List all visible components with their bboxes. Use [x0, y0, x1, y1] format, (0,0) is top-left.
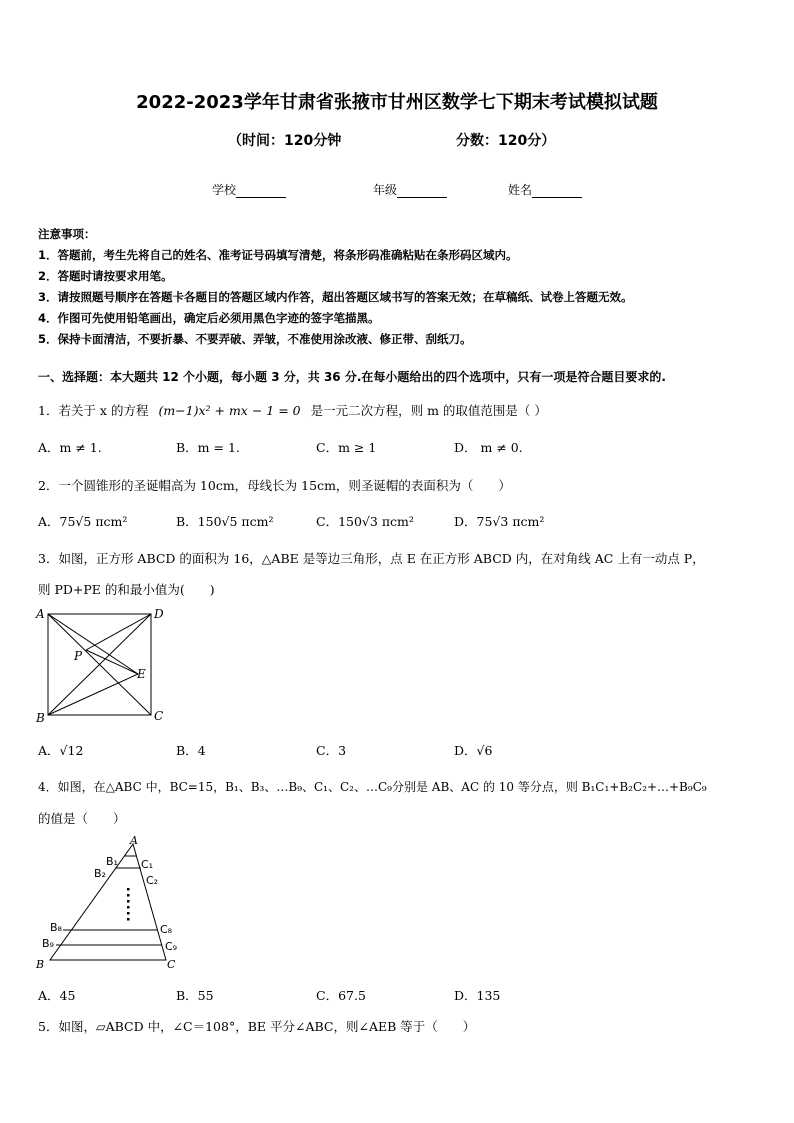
label-c8: C₈ [160, 923, 173, 936]
grade-field[interactable] [373, 181, 447, 198]
label-b: B [36, 958, 45, 971]
exam-score: 分数：120分） [456, 133, 556, 149]
q4-option-b[interactable]: B．55 [176, 988, 214, 1003]
label-e: E [137, 667, 146, 681]
q3-option-a[interactable]: A．√12 [38, 743, 84, 758]
label-a: A [36, 607, 45, 621]
label-c: C [167, 958, 176, 971]
notes-heading: 注意事项： [38, 227, 96, 241]
segment-ae [48, 614, 138, 674]
note-item: 3．请按照题号顺序在答题卡各题目的答题区域内作答，超出答题区域书写的答案无效；在草稿纸、试卷上答题无效。 [38, 290, 633, 304]
name-blank[interactable] [532, 185, 582, 198]
grade-label: 年级 [373, 183, 398, 197]
label-b2: B₂ [94, 867, 106, 880]
q3-option-d[interactable]: D．√6 [454, 743, 493, 758]
question-4-line1: 4．如图，在△ABC 中，BC=15，B₁、B₃、…B₉、C₁、C₂、…C₉分别是 AB、AC 的 10 等分点，则 B₁C₁+B₂C₂+…+B₉C₉ [38, 780, 707, 794]
note-item: 2．答题时请按要求用笔。 [38, 269, 173, 283]
q2-option-d[interactable]: D．75√3 πcm² [454, 514, 545, 529]
school-blank[interactable] [236, 185, 286, 198]
label-c9: C₉ [165, 940, 178, 953]
q4-option-c[interactable]: C．67.5 [316, 988, 366, 1003]
q4-option-a[interactable]: A．45 [38, 988, 76, 1003]
label-c: C [154, 709, 164, 723]
question-5: 5．如图，▱ABCD 中，∠C＝108°，BE 平分∠ABC，则∠AEB 等于（ ） [38, 1019, 476, 1034]
question-3-line1: 3．如图，正方形 ABCD 的面积为 16，△ABE 是等边三角形，点 E 在正方形 ABCD 内，在对角线 AC 上有一动点 P， [38, 551, 705, 566]
q2-option-a[interactable]: A．75√5 πcm² [38, 514, 128, 529]
q4-triangle-figure [34, 832, 194, 974]
q1-option-d[interactable]: D． m ≠ 0. [454, 440, 523, 455]
label-b1: B₁ [106, 855, 118, 868]
q1-option-c[interactable]: C．m ≥ 1 [316, 440, 377, 455]
ellipsis-dots [127, 888, 130, 921]
notes-block [38, 224, 633, 350]
q2-option-c[interactable]: C．150√3 πcm² [316, 514, 414, 529]
label-c2: C₂ [146, 874, 159, 887]
q1-equation: (m−1)x² + mx − 1 = 0 [158, 403, 301, 418]
name-field[interactable] [508, 181, 582, 198]
label-b9: B₉ [42, 937, 54, 950]
label-d: D [154, 607, 164, 621]
name-label: 姓名 [508, 183, 533, 197]
note-item: 4．作图可先使用铅笔画出，确定后必须用黑色字迹的签字笔描黑。 [38, 311, 380, 325]
label-b8: B₈ [50, 921, 62, 934]
question-2: 2．一个圆锥形的圣诞帽高为 10cm，母线长为 15cm，则圣诞帽的表面积为（ ） [38, 478, 511, 493]
q3-square-figure [30, 602, 180, 727]
school-field[interactable] [212, 181, 286, 198]
q3-option-b[interactable]: B．4 [176, 743, 206, 758]
exam-time: （时间：120分钟 [228, 133, 342, 149]
label-b: B [36, 711, 45, 725]
q1-pre: 1．若关于 x 的方程 [38, 403, 149, 418]
q2-option-b[interactable]: B．150√5 πcm² [176, 514, 274, 529]
label-a: A [130, 834, 138, 847]
label-p: P [74, 649, 83, 663]
question-3-line2: 则 PD+PE 的和最小值为( ) [38, 582, 215, 597]
segment-be [48, 674, 138, 715]
grade-blank[interactable] [397, 185, 447, 198]
page-title: 2022-2023学年甘肃省张掖市甘州区数学七下期末考试模拟试题 [136, 92, 658, 113]
label-c1: C₁ [141, 858, 154, 871]
question-4-line2: 的值是（ ） [38, 811, 126, 826]
q1-post: 是一元二次方程，则 m 的取值范围是（ ） [310, 403, 547, 418]
q4-option-d[interactable]: D．135 [454, 988, 501, 1003]
section-heading: 一、选择题：本大题共 12 个小题，每小题 3 分，共 36 分.在每小题给出的四个选项中，只有一项是符合题目要求的. [38, 370, 666, 384]
school-label: 学校 [212, 183, 237, 197]
question-1 [38, 401, 547, 419]
segment-pd [86, 614, 151, 650]
q1-option-b[interactable]: B．m = 1. [176, 440, 240, 455]
note-item: 1．答题前，考生先将自己的姓名、准考证号码填写清楚，将条形码准确粘贴在条形码区域内。 [38, 248, 518, 262]
note-item: 5．保持卡面清洁，不要折暴、不要弄破、弄皱，不准使用涂改液、修正带、刮纸刀。 [38, 332, 472, 346]
q1-option-a[interactable]: A．m ≠ 1. [38, 440, 102, 455]
q3-option-c[interactable]: C．3 [316, 743, 347, 758]
